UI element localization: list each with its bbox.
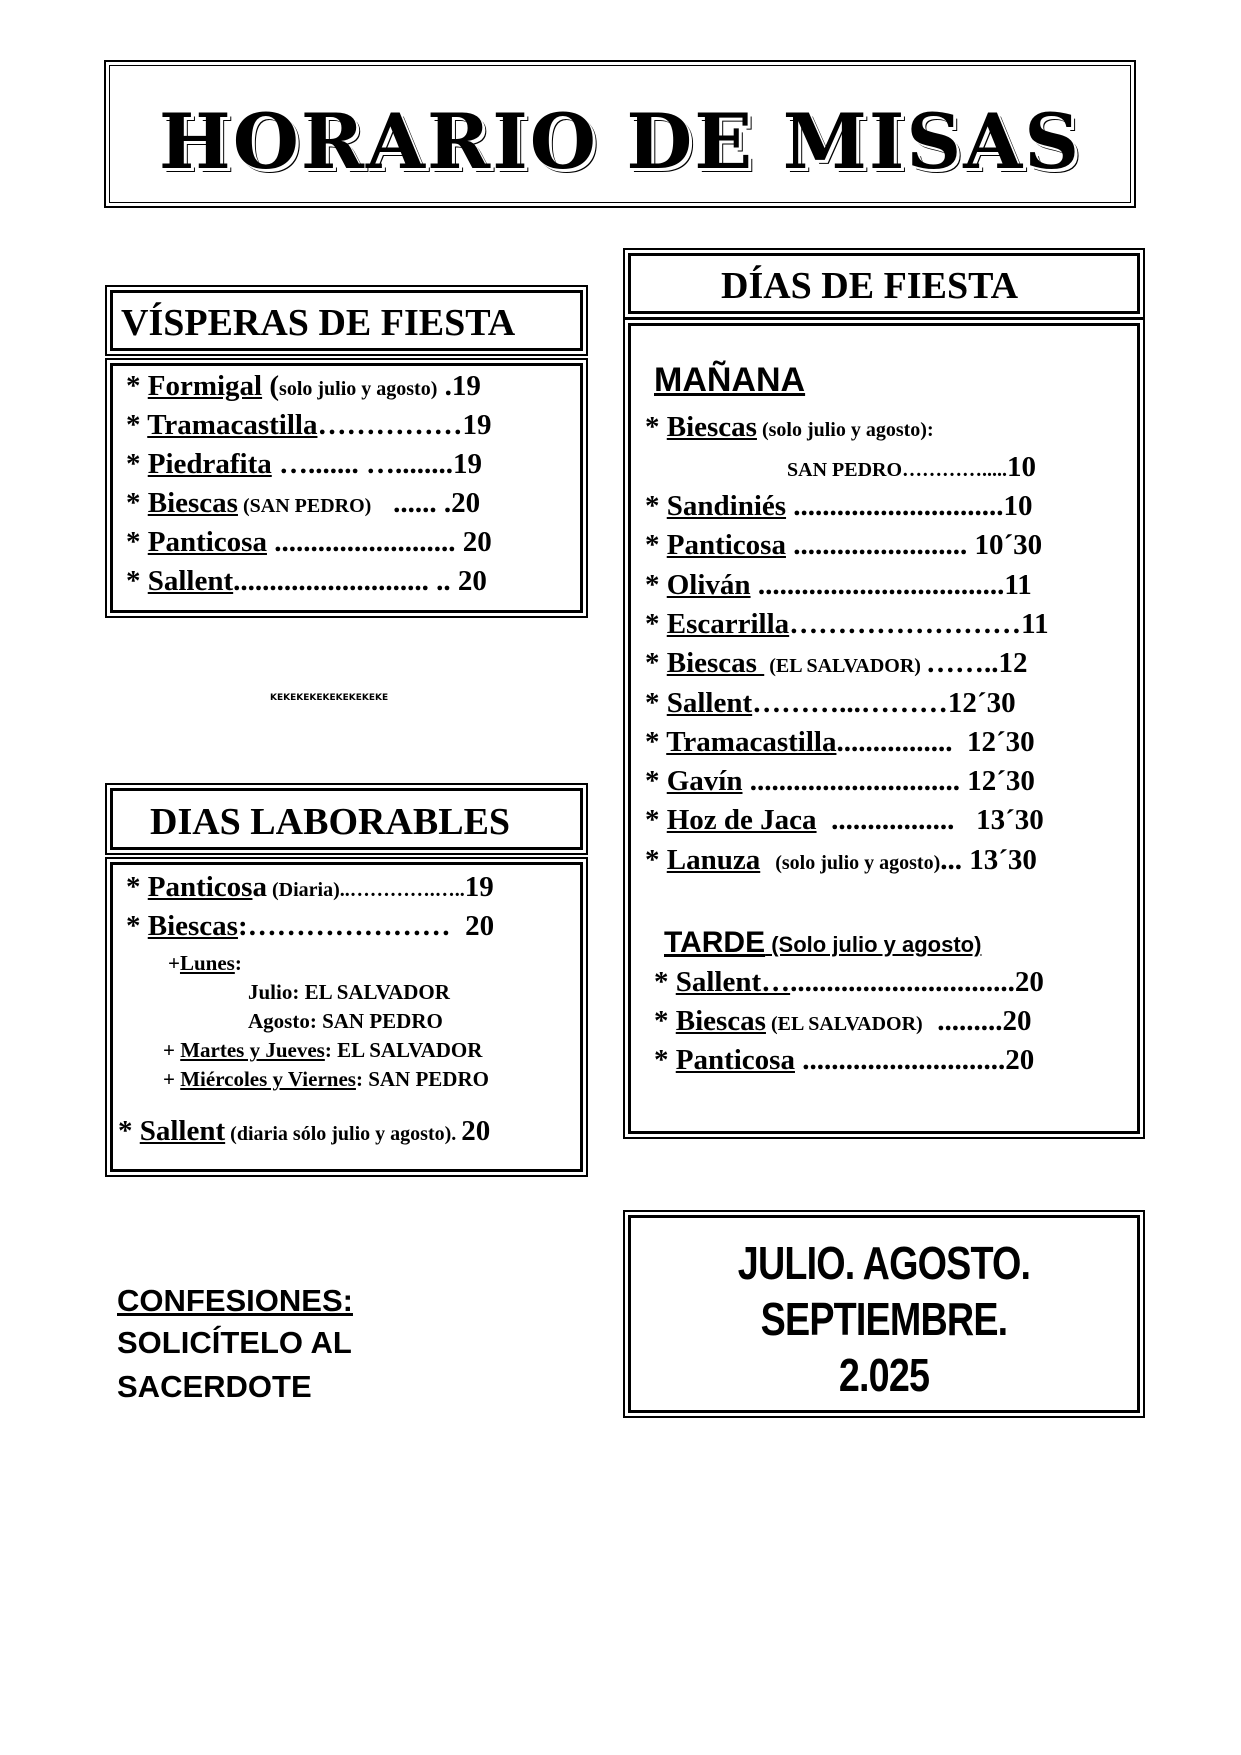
laborables-heading-box bbox=[110, 788, 583, 850]
fiesta-row: * Oliván ..................................11 bbox=[645, 568, 1032, 601]
place-name: Gavín bbox=[666, 765, 743, 798]
place-name: Tramacastilla bbox=[147, 409, 318, 441]
san-pedro-row bbox=[787, 453, 1036, 482]
place-name: Sallent bbox=[147, 565, 234, 597]
visperas-row: * Sallent........................... .. 20 bbox=[126, 565, 487, 597]
fiesta-row: * Sallent………...………12´30 bbox=[645, 686, 1016, 719]
mass-time: 13´30 bbox=[976, 804, 1044, 837]
place-name: Tramacastilla bbox=[666, 725, 837, 758]
church: : SAN PEDRO bbox=[355, 1067, 489, 1091]
dots: ............................. bbox=[742, 765, 968, 798]
church: SAN PEDRO bbox=[787, 459, 903, 481]
fiesta-row: * Hoz de Jaca ................. 13´30 bbox=[645, 804, 1044, 837]
dots: ………...……… bbox=[752, 686, 948, 719]
dots: …………………… bbox=[789, 607, 1022, 640]
visperas-row: * Panticosa ......................... 20 bbox=[126, 526, 492, 558]
dots: ......... bbox=[922, 1005, 1003, 1037]
dots: .................................. bbox=[750, 568, 1005, 601]
mass-time: 12´30 bbox=[947, 686, 1016, 719]
mass-time: 19 bbox=[464, 871, 494, 903]
day-label: Miércoles y Viernes bbox=[180, 1067, 356, 1091]
place-name: Panticosa bbox=[675, 1044, 795, 1076]
visperas-heading: VÍSPERAS DE FIESTA bbox=[121, 302, 516, 344]
fiesta-row: * Lanuza (solo julio y agosto)... 13´30 bbox=[645, 843, 1037, 876]
dots: :………………… bbox=[237, 910, 466, 942]
dots: …....... …........ bbox=[271, 448, 454, 480]
place-name: Oliván bbox=[666, 568, 751, 601]
place-name: Biescas bbox=[675, 1005, 766, 1037]
mass-time: 11 bbox=[1021, 607, 1049, 640]
place-name: Panticosa bbox=[666, 529, 786, 562]
place-name: Biescas bbox=[147, 487, 238, 519]
dots: …………..... bbox=[902, 459, 1008, 481]
dots: ................ bbox=[836, 725, 967, 758]
mass-time: 20 bbox=[462, 526, 492, 558]
dots: …………… bbox=[317, 409, 463, 441]
place-name: Sallent… bbox=[675, 966, 791, 998]
mass-time: 12´30 bbox=[967, 765, 1035, 798]
mass-time: 20 bbox=[1005, 1044, 1035, 1076]
mass-time: 20 bbox=[451, 487, 481, 519]
plus: + bbox=[163, 1067, 181, 1091]
place-name-tail: a bbox=[252, 871, 267, 903]
tarde-heading bbox=[664, 928, 981, 958]
lunes-line bbox=[168, 953, 242, 974]
date-line-months: JULIO. AGOSTO. bbox=[737, 1237, 1031, 1289]
fiesta-row: * Panticosa ........................ 10´30 bbox=[645, 529, 1043, 562]
mass-time: 20 bbox=[457, 565, 487, 597]
note: (SAN PEDRO) bbox=[237, 495, 372, 517]
dots: ... bbox=[940, 843, 970, 876]
visperas-row: * Biescas (SAN PEDRO) ...... .20 bbox=[126, 487, 481, 519]
place-name: Formigal bbox=[147, 370, 263, 402]
fiesta-row: * Gavín ............................. 12´30 bbox=[645, 765, 1035, 798]
mass-time: 12 bbox=[998, 647, 1028, 680]
fiesta-row: * Escarrilla……………………11 bbox=[645, 607, 1049, 640]
fiesta-heading-box bbox=[628, 253, 1140, 314]
title-box bbox=[104, 60, 1136, 208]
martes-line bbox=[163, 1040, 482, 1061]
dots: ........................ bbox=[785, 529, 975, 562]
note: (Diaria) bbox=[266, 879, 340, 901]
plus: + bbox=[168, 951, 180, 975]
dots: ............................. bbox=[786, 490, 1004, 522]
laborables-panticosa-row: * Panticosa (Diaria)..………….…..19 bbox=[126, 871, 494, 903]
paren: ( bbox=[262, 370, 280, 402]
mass-time: 20 bbox=[461, 1115, 491, 1147]
tarde-label: TARDE bbox=[664, 926, 766, 959]
place-name: Biescas bbox=[666, 647, 765, 680]
miercoles-line bbox=[163, 1069, 489, 1090]
church: : EL SALVADOR bbox=[324, 1038, 483, 1062]
place-name: Sallent bbox=[139, 1115, 226, 1147]
dots: …….. bbox=[925, 647, 999, 680]
mass-time: 12´30 bbox=[966, 725, 1035, 758]
place-name: Escarrilla bbox=[666, 607, 790, 640]
visperas-heading-box bbox=[110, 290, 583, 351]
mass-time: 19 bbox=[453, 448, 483, 480]
dots: ............................ bbox=[794, 1044, 1006, 1076]
mass-time: 10 bbox=[1003, 490, 1033, 522]
mass-time: 20 bbox=[465, 910, 495, 942]
dots: . bbox=[437, 370, 452, 402]
confesiones-line3: SACERDOTE bbox=[117, 1369, 312, 1404]
place-name: Biescas bbox=[147, 910, 238, 942]
laborables-heading: DIAS LABORABLES bbox=[150, 801, 511, 843]
dots: ............................... bbox=[790, 966, 1015, 998]
dots: ................. bbox=[816, 804, 977, 837]
place-name: Panticos bbox=[147, 871, 253, 903]
page-title: HORARIO DE MISAS bbox=[158, 97, 1082, 186]
mass-time: 10 bbox=[1007, 451, 1037, 483]
mass-time: 13´30 bbox=[969, 843, 1037, 876]
confesiones-line2: SOLICÍTELO AL bbox=[117, 1325, 352, 1360]
tarde-row: * Sallent…...............................20 bbox=[654, 966, 1044, 998]
place-name: Hoz de Jaca bbox=[666, 804, 817, 837]
mass-time: 11 bbox=[1004, 568, 1032, 601]
fiesta-row: * Tramacastilla................ 12´30 bbox=[645, 725, 1035, 758]
note: (EL SALVADOR) bbox=[764, 655, 926, 678]
mass-time: 19 bbox=[451, 370, 481, 402]
day-label: Martes y Jueves bbox=[180, 1038, 325, 1062]
confesiones-title: CONFESIONES: bbox=[117, 1283, 353, 1318]
place-name: Lanuza bbox=[666, 843, 761, 876]
date-box bbox=[628, 1215, 1140, 1413]
fiesta-row: * Biescas (EL SALVADOR) ……..12 bbox=[645, 647, 1028, 680]
dots: ........................... .. bbox=[233, 565, 458, 597]
separator-text: KEKEKEKEKEKEKEKEKE bbox=[270, 693, 389, 703]
note: (EL SALVADOR) bbox=[765, 1013, 923, 1035]
note: (solo julio y agosto) bbox=[760, 851, 941, 874]
laborables-biescas-row: * Biescas:………………… 20 bbox=[126, 910, 495, 942]
laborables-sallent-row: * Sallent (diaria sólo julio y agosto). 20 bbox=[118, 1115, 491, 1147]
visperas-row: * Piedrafita …....... …........19 bbox=[126, 448, 483, 480]
visperas-row: * Tramacastilla……………19 bbox=[126, 409, 492, 441]
julio-line: Julio: EL SALVADOR bbox=[248, 980, 450, 1004]
note: solo julio y agosto) bbox=[279, 378, 438, 400]
place-name: Panticosa bbox=[147, 526, 267, 558]
fiesta-heading: DÍAS DE FIESTA bbox=[721, 265, 1019, 307]
note: (solo julio y agosto): bbox=[756, 419, 934, 441]
manana-heading: MAÑANA bbox=[654, 361, 806, 399]
plus: + bbox=[163, 1038, 181, 1062]
tarde-row: * Panticosa ............................20 bbox=[654, 1044, 1035, 1076]
tarde-row: * Biescas (EL SALVADOR) .........20 bbox=[654, 1005, 1032, 1037]
fiesta-row: * Sandiniés .............................10 bbox=[645, 490, 1033, 522]
agosto-line: Agosto: SAN PEDRO bbox=[248, 1009, 443, 1033]
fiesta-biescas-row: * Biescas (solo julio y agosto): bbox=[645, 411, 934, 443]
day-label: Lunes bbox=[179, 951, 235, 975]
place-name: Sandiniés bbox=[666, 490, 787, 522]
mass-time: 19 bbox=[462, 409, 492, 441]
date-line-year: 2.025 bbox=[838, 1349, 930, 1401]
colon: : bbox=[234, 951, 242, 975]
tarde-note: (Solo julio y agosto) bbox=[765, 932, 982, 957]
note: (diaria sólo julio y agosto). bbox=[225, 1123, 462, 1145]
mass-time: 20 bbox=[1002, 1005, 1032, 1037]
date-line-september: SEPTIEMBRE. bbox=[760, 1293, 1008, 1345]
mass-time: 10´30 bbox=[974, 529, 1043, 562]
visperas-row: * Formigal (solo julio y agosto) .19 bbox=[126, 370, 481, 402]
dots: ...... . bbox=[371, 487, 452, 519]
place-name: Biescas bbox=[666, 411, 757, 443]
place-name: Sallent bbox=[666, 686, 753, 719]
dots: ......................... bbox=[266, 526, 463, 558]
mass-time: 20 bbox=[1014, 966, 1044, 998]
place-name: Piedrafita bbox=[147, 448, 272, 480]
dots: ..………….….. bbox=[339, 879, 465, 901]
